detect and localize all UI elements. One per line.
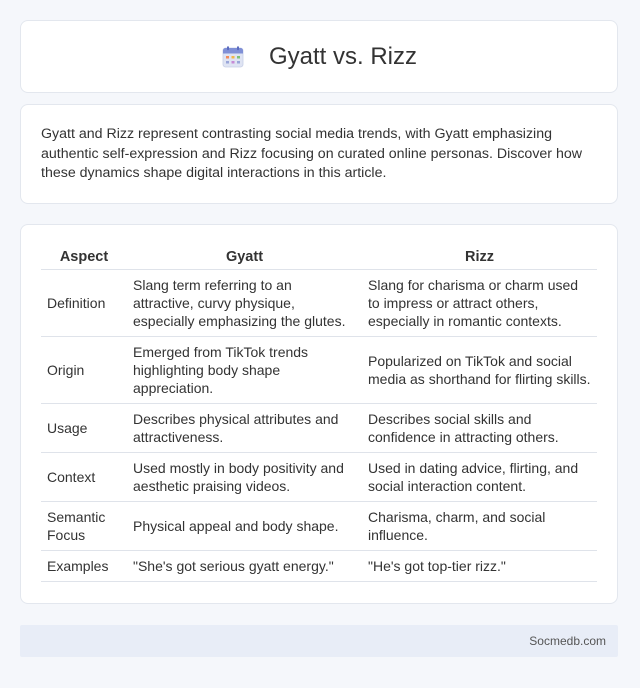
gyatt-cell: "She's got serious gyatt energy."	[127, 551, 362, 582]
calendar-icon	[221, 45, 245, 69]
gyatt-cell: Slang term referring to an attractive, curvy physique, especially emphasizing the glutes.	[127, 270, 362, 337]
rizz-cell: Popularized on TikTok and social media as shorthand for flirting skills.	[362, 337, 597, 404]
table-row	[41, 404, 597, 453]
footer-bar	[20, 625, 618, 657]
aspect-cell: Origin	[41, 337, 127, 404]
table-row	[41, 551, 597, 582]
header-aspect: Aspect	[41, 245, 127, 270]
comparison-table	[41, 245, 597, 582]
page-title: Gyatt vs. Rizz	[268, 42, 418, 70]
aspect-cell: Examples	[41, 551, 127, 582]
aspect-cell: Usage	[41, 404, 127, 453]
gyatt-cell: Describes physical attributes and attractiveness.	[127, 404, 362, 453]
rizz-cell: "He's got top-tier rizz."	[362, 551, 597, 582]
rizz-cell: Slang for charisma or charm used to impress or attract others, especially in romantic contexts.	[362, 270, 597, 337]
comparison-card	[20, 224, 618, 604]
gyatt-cell: Physical appeal and body shape.	[127, 502, 362, 551]
aspect-cell: Definition	[41, 270, 127, 337]
gyatt-cell: Emerged from TikTok trends highlighting body shape appreciation.	[127, 337, 362, 404]
header-rizz: Rizz	[362, 245, 597, 270]
rizz-cell: Describes social skills and confidence in attracting others.	[362, 404, 597, 453]
table-row	[41, 337, 597, 404]
rizz-cell: Charisma, charm, and social influence.	[362, 502, 597, 551]
intro-card	[20, 104, 618, 204]
header-gyatt: Gyatt	[127, 245, 362, 270]
table-row	[41, 453, 597, 502]
table-row	[41, 502, 597, 551]
aspect-cell: Context	[41, 453, 127, 502]
table-row	[41, 270, 597, 337]
aspect-cell: Semantic Focus	[41, 502, 127, 551]
gyatt-cell: Used mostly in body positivity and aesthetic praising videos.	[127, 453, 362, 502]
table-header-row	[41, 245, 597, 270]
title-card	[20, 20, 618, 93]
intro-text: Gyatt and Rizz represent contrasting social media trends, with Gyatt emphasizing authentic self-expression and Rizz focusing on curated online personas. Discover how these dynamics shape digital interactions in this article.	[41, 126, 582, 181]
footer-site-link[interactable]: Socmedb.com	[529, 634, 606, 648]
rizz-cell: Used in dating advice, flirting, and social interaction content.	[362, 453, 597, 502]
